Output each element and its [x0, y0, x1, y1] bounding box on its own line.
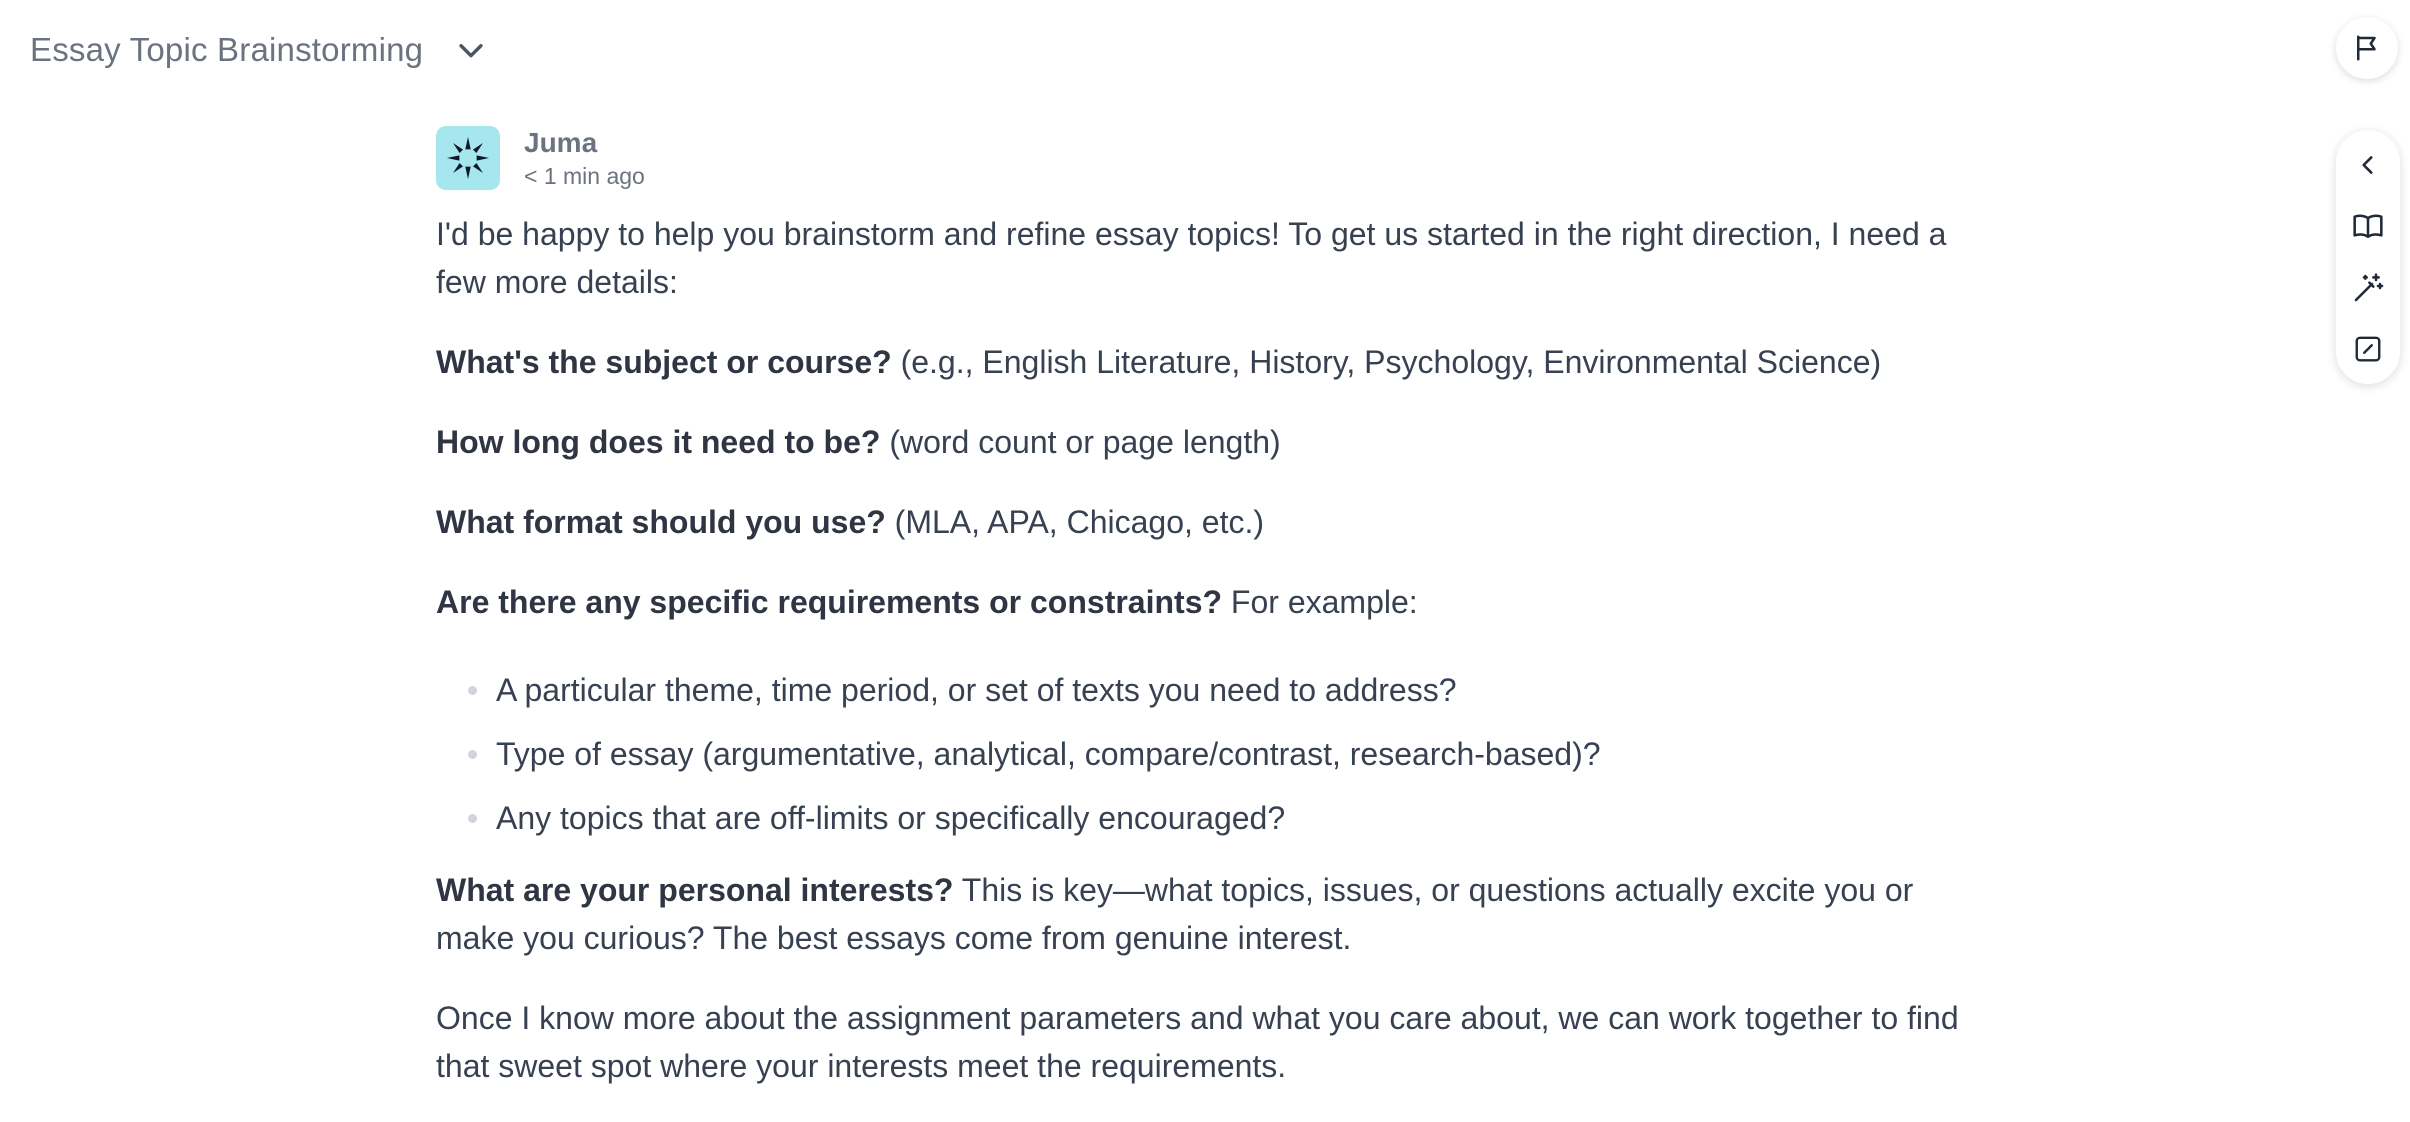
length-label: How long does it need to be? — [436, 424, 881, 460]
list-item: A particular theme, time period, or set of texts you need to address? — [496, 666, 1976, 714]
message-header — [436, 126, 1976, 196]
conversation-header — [30, 24, 493, 76]
flag-icon — [2352, 33, 2382, 63]
interests-question — [436, 866, 1976, 962]
subject-label: What's the subject or course? — [436, 344, 892, 380]
length-question — [436, 418, 1976, 466]
library-button[interactable] — [2344, 200, 2392, 254]
magic-tools-button[interactable] — [2344, 261, 2392, 315]
new-note-button[interactable] — [2344, 323, 2392, 377]
closing-paragraph: Once I know more about the assignment parameters and what you care about, we can work together to find that sweet spot where your interests meet the requirements. — [436, 1000, 1959, 1084]
length-detail: (word count or page length) — [880, 424, 1281, 460]
message-body — [436, 210, 1976, 1090]
requirements-detail: For example: — [1222, 584, 1418, 620]
format-label: What format should you use? — [436, 504, 886, 540]
requirements-label: Are there any specific requirements or constraints? — [436, 584, 1223, 620]
title-dropdown-button[interactable] — [449, 28, 493, 72]
conversation-title[interactable]: Essay Topic Brainstorming — [30, 31, 424, 68]
interests-detail: This is key—what topics, issues, or questions actually excite you or make you curious? The best essays come from genuine interest. — [436, 872, 1914, 956]
edit-square-icon — [2353, 334, 2383, 364]
format-question — [436, 498, 1976, 546]
subject-detail: (e.g., English Literature, History, Psychology, Environmental Science) — [891, 344, 1882, 380]
report-flag-button[interactable] — [2336, 17, 2398, 79]
collapse-panel-button[interactable] — [2344, 138, 2392, 192]
subject-question — [436, 338, 1976, 386]
requirements-list — [436, 666, 1976, 842]
interests-label: What are your personal interests? — [436, 872, 954, 908]
magic-wand-icon — [2352, 272, 2384, 304]
book-open-icon — [2352, 210, 2384, 242]
list-item: Any topics that are off-limits or specifically encouraged? — [496, 794, 1976, 842]
asterisk-logo-icon — [445, 135, 491, 181]
requirements-question — [436, 578, 1976, 626]
avatar — [436, 126, 500, 190]
list-item: Type of essay (argumentative, analytical, compare/contrast, research-based)? — [496, 730, 1976, 778]
intro-paragraph: I'd be happy to help you brainstorm and refine essay topics! To get us started in the right direction, I need a few more details: — [436, 216, 1947, 300]
format-detail: (MLA, APA, Chicago, etc.) — [885, 504, 1264, 540]
assistant-message — [436, 126, 1976, 1122]
side-toolbar — [2336, 130, 2400, 384]
chevron-down-icon — [454, 33, 488, 67]
chevron-left-icon — [2355, 152, 2381, 178]
author-name: Juma — [524, 127, 598, 158]
message-timestamp: < 1 min ago — [524, 163, 645, 189]
